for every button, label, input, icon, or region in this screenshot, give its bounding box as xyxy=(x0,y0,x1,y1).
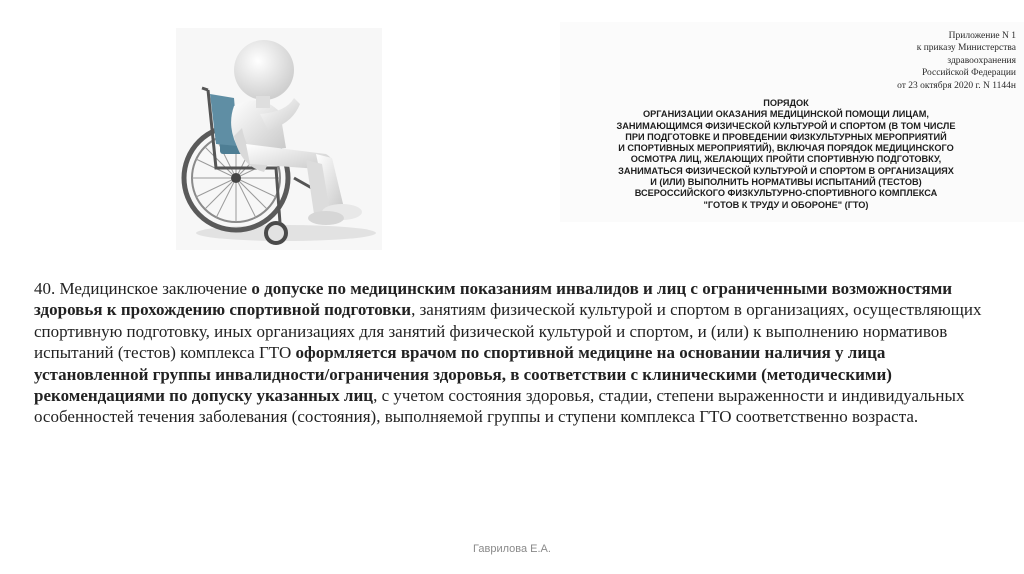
order-title-line: ЗАНИМАЮЩИМСЯ ФИЗИЧЕСКОЙ КУЛЬТУРОЙ И СПОРТОМ (В ТОМ ЧИСЛЕ xyxy=(616,120,956,131)
bold-text-segment: оформляется врачом по спортивной медицине на основании наличия у лица установленной группы инвалидности/ограничения здоровья, в соответствии с клиническими (методическими) рекомендациями по допуску указанных лиц xyxy=(34,343,892,406)
wheelchair-illustration xyxy=(176,28,382,250)
order-title-line: ЗАНИМАТЬСЯ ФИЗИЧЕСКОЙ КУЛЬТУРОЙ И СПОРТОМ В ОРГАНИЗАЦИЯХ xyxy=(618,165,954,176)
order-title-line: ОРГАНИЗАЦИИ ОКАЗАНИЯ МЕДИЦИНСКОЙ ПОМОЩИ ЛИЦАМ, xyxy=(643,109,929,120)
order-title-line: ОСМОТРА ЛИЦ, ЖЕЛАЮЩИХ ПРОЙТИ СПОРТИВНУЮ ПОДГОТОВКУ, xyxy=(630,154,942,165)
paragraph-40 xyxy=(34,278,994,428)
order-title-line: И (ИЛИ) ВЫПОЛНИТЬ НОРМАТИВЫ ИСПЫТАНИЙ (ТЕСТОВ) xyxy=(650,177,922,188)
order-title-line: "ГОТОВ К ТРУДУ И ОБОРОНЕ" (ГТО) xyxy=(703,199,869,210)
appendix-line: от 23 октября 2020 г. N 1144н xyxy=(897,80,1016,91)
wheelchair-figure-icon xyxy=(176,28,382,250)
order-title-line: И СПОРТИВНЫХ МЕРОПРИЯТИЙ), ВКЛЮЧАЯ ПОРЯДОК МЕДИЦИНСКОГО xyxy=(618,143,954,154)
text-segment: , с учетом состояния здоровья, стадии, степени выраженности и индивидуальных особенностей течения заболевания (состояния), выполняемой группы и ступени комплекса ГТО соответственно возраста. xyxy=(34,386,965,427)
appendix-line: Приложение N 1 xyxy=(948,31,1016,41)
order-title-line: ВСЕРОССИЙСКОГО ФИЗКУЛЬТУРНО-СПОРТИВНОГО КОМПЛЕКСА xyxy=(634,188,938,199)
appendix-line: Российской Федерации xyxy=(921,68,1016,79)
text-segment: 40. Медицинское заключение xyxy=(34,279,252,298)
appendix-line: к приказу Министерства xyxy=(916,43,1016,54)
text-segment: , занятиям физической культурой и спортом в организациях, осуществляющих спортивную подготовку, иных организациях для занятий физической культурой и спортом, и (или) к выполнению нормативов испытаний (тестов) комплекса ГТО xyxy=(34,300,982,363)
appendix-reference xyxy=(846,30,1016,92)
order-title-line: ПРИ ПОДГОТОВКЕ И ПРОВЕДЕНИИ ФИЗКУЛЬТУРНЫХ МЕРОПРИЯТИЙ xyxy=(625,131,947,142)
order-title-line: ПОРЯДОК xyxy=(763,98,809,108)
order-document-header xyxy=(560,22,1024,222)
footer-author: Гаврилова Е.А. xyxy=(473,543,551,555)
appendix-line: здравоохранения xyxy=(947,55,1016,66)
bold-text-segment: о допуске по медицинским показаниям инвалидов и лиц с ограниченными возможностями здоровья к прохождению спортивной подготовки xyxy=(34,279,953,320)
order-title xyxy=(566,98,1006,211)
